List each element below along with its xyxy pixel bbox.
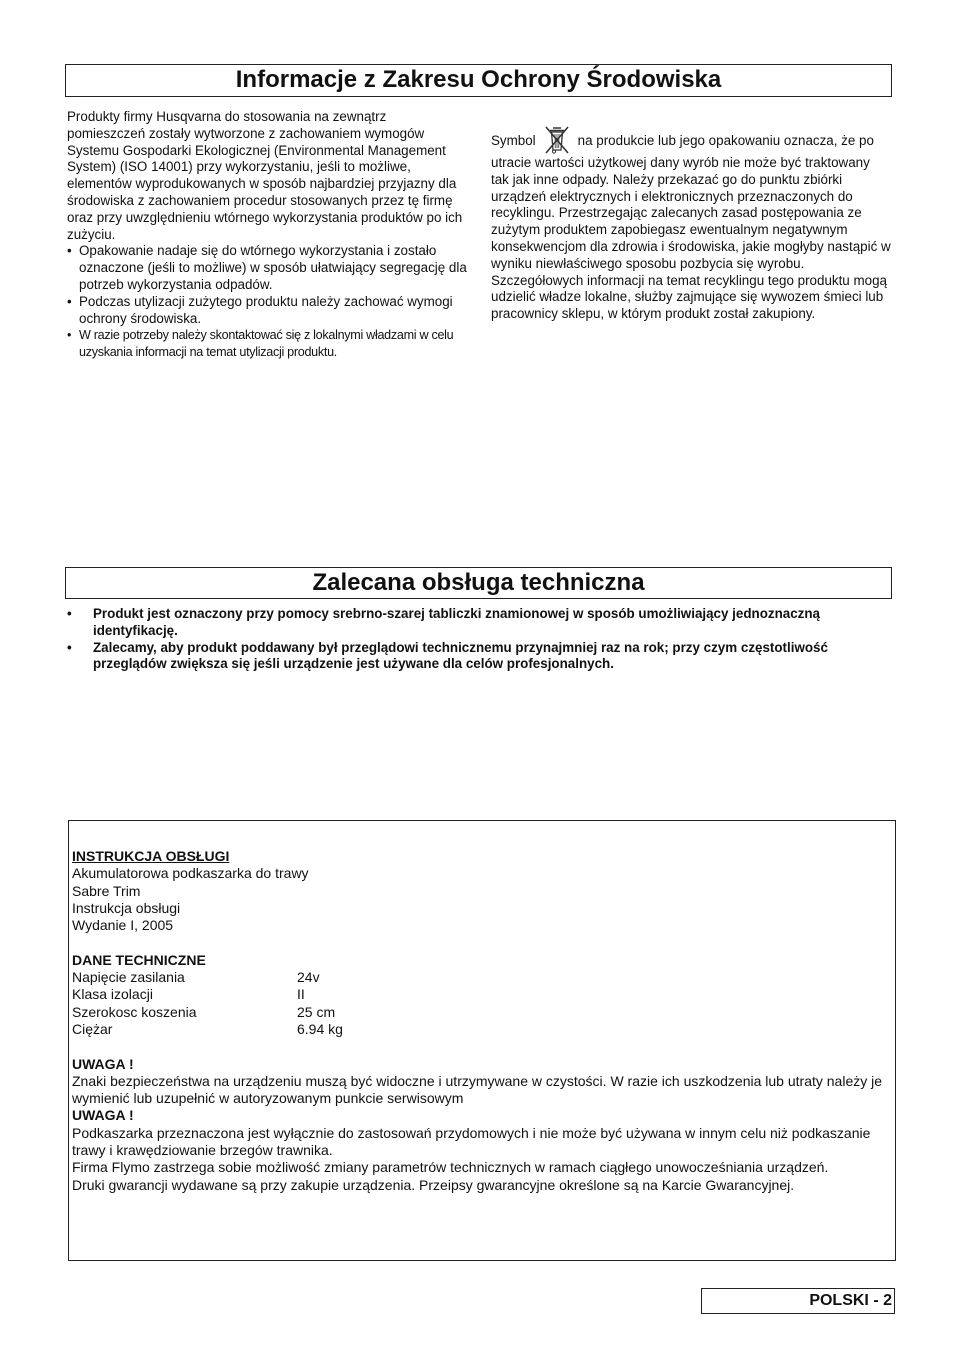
warning-heading: UWAGA ! [72,1055,134,1072]
tech-row [72,1021,894,1038]
list-item: • Podczas utylizacji zużytego produktu należy zachować wymogi ochrony środowiska. [67,294,467,328]
maintenance-item-text: Produkt jest oznaczony przy pomocy srebrno-szarej tabliczki znamionowej w sposób umożliwiający jednoznaczną identyfikację. [93,606,820,638]
warning-heading: UWAGA ! [72,1107,134,1124]
maintenance-section-title: Zalecana obsługa techniczna [65,567,892,599]
list-item: • W razie potrzeby należy skontaktować się z lokalnymi władzami w celu uzyskania informacji na temat utylizacji produktu. [67,327,467,361]
manual-line: Instrukcja obsługi [72,899,181,916]
environment-bullet-list [67,243,467,361]
environment-section-title: Informacje z Zakresu Ochrony Środowiska [65,64,892,97]
symbol-word: Symbol [491,133,536,148]
tech-label: Napięcie zasilania [72,969,185,986]
manual-line: Akumulatorowa podkaszarka do trawy [72,865,309,882]
warranty-notice: Druki gwarancji wydawane są przy zakupie urządzenia. Przeipsy gwarancyjne określone są na Karcie Gwarancyjnej. [72,1176,795,1193]
list-item [67,606,887,640]
environment-left-column [67,109,467,361]
specifications-box [68,820,896,1261]
manual-line: Wydanie I, 2005 [72,917,174,934]
tech-value: 24v [297,969,320,986]
tech-row [72,1004,894,1021]
maintenance-item-text: Zalecamy, aby produkt poddawany był przeglądowi technicznemu przynajmniej raz na rok; przy czym częstotliwość przeglądów zwiększa się jeśli urządzenie jest używane dla celów profesjonalnych. [93,639,828,672]
bullet-marker: • [67,639,72,655]
tech-value: II [297,986,305,1003]
crossed-out-wheelie-bin-icon [542,125,572,155]
page-number-label: POLSKI - 2 [701,1288,895,1314]
recycling-text: na produkcie lub jego opakowaniu oznacza, że po utracie wartości użytkowej dany wyrób nie może być traktowany tak jak inne odpady. Należy przekazać go do punktu zbiórki urządzeń elektrycznych i elektronicznych przeznaczonych do recyklingu. Przestrzegając zalecanych zasad postępowania ze zużytym produktem zapobiegasz ewentualnym negatywnym konsekwencjom dla zdrowia i środowiska, jakie mogłyby nastąpić w wyniku niewłaściwego sposobu pozbycia się wyrobu. Szczegółowych informacji na temat recyklingu tego produktu mogą udzielić władze lokalne, służby zajmujące się wywozem śmieci lub pracownicy sklepu, w którym produkt został zakupiony. [491,133,891,322]
tech-data-heading: DANE TECHNICZNE [72,951,206,968]
tech-value: 6.94 kg [297,1020,343,1037]
list-item: • Opakowanie nadaje się do wtórnego wykorzystania i zostało oznaczone (jeśli to możliwe) w sposób ułatwiający segregację dla potrzeb wykorzystania odpadów. [67,243,467,293]
maintenance-list [67,606,887,673]
environment-right-column [491,125,891,323]
manual-heading: INSTRUKCJA OBSŁUGI [72,848,230,864]
bullet-marker: • [67,606,72,621]
tech-row [72,969,894,986]
warning-text: Znaki bezpieczeństwa na urządzeniu muszą być widoczne i utrzymywane w czystości. W razie ich uszkodzenia lub utraty należy je wymienić lub uzupełnić w autoryzowanym punkcie serwisowym [72,1072,883,1107]
list-item [67,640,887,674]
tech-label: Szerokosc koszenia [72,1003,197,1020]
environment-intro-text: Produkty firmy Husqvarna do stosowania na zewnątrz pomieszczeń zostały wytworzone z zachowaniem wymogów Systemu Gospodarki Ekologicznej (Environmental Management System) (ISO 14001) przy wykorzystaniu, jeśli to możliwe, elementów wyprodukowanych w sposób najbardziej przyjazny dla środowiska z zachowaniem procedur stosowanych przez tę firmę oraz przy uwzględnieniu wtórnego wykorzystania produktów po ich zużyciu. [67,109,463,242]
tech-row [72,986,894,1003]
recycling-symbol-paragraph [491,125,891,323]
tech-value: 25 cm [297,1003,336,1020]
warning-text: Podkaszarka przeznaczona jest wyłącznie do zastosowań przydomowych i nie może być używana w innym celu niż podkaszanie trawy i krawędziowanie brzegów trawnika. [72,1124,871,1159]
flymo-notice: Firma Flymo zastrzega sobie możliwość zmiany parametrów technicznych w ramach ciągłego unowocześniania urządzeń. [72,1159,829,1176]
tech-label: Klasa izolacji [72,986,153,1003]
manual-line: Sabre Trim [72,882,141,899]
tech-label: Ciężar [72,1020,113,1037]
